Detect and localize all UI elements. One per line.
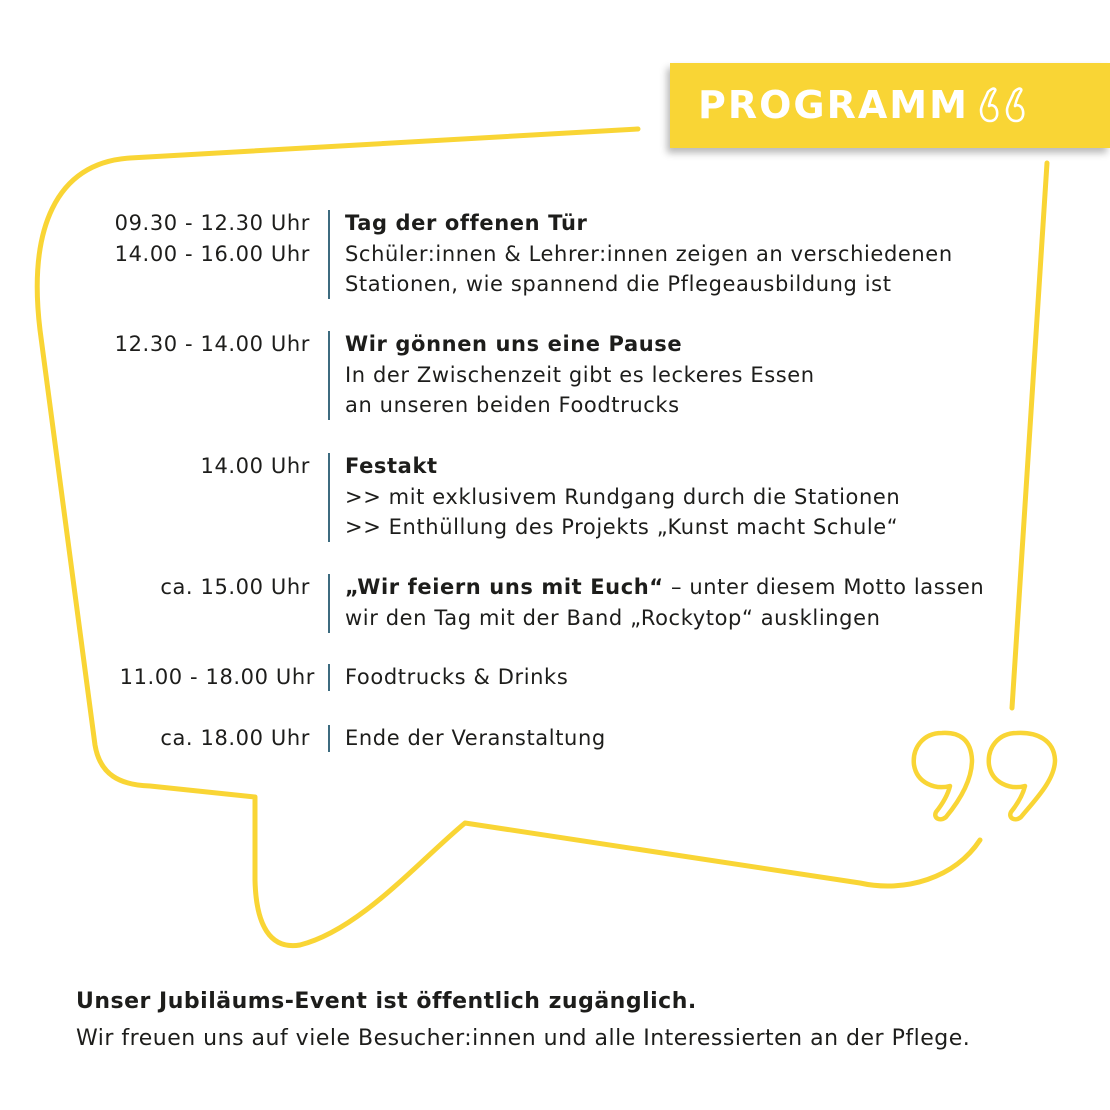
schedule-divider [328, 664, 330, 691]
program-title: PROGRAMM [698, 83, 969, 127]
schedule-heading: Festakt [345, 454, 438, 478]
schedule-heading: „Wir feiern uns mit Euch“ [345, 575, 664, 599]
schedule-item [0, 329, 1110, 420]
schedule-time: 11.00 - 18.00 Uhr [119, 665, 315, 689]
schedule-description: Tag der offenen Tür Schüler:innen & Lehrer:innen zeigen an verschiedenen Stationen, wie spannend die Pflegeausbildung ist [345, 208, 953, 300]
schedule-item [0, 662, 1110, 693]
schedule-description: Festakt >> mit exklusivem Rundgang durch die Stationen >> Enthüllung des Projekts „Kunst macht Schule“ [345, 451, 900, 543]
schedule-item [0, 723, 1110, 754]
schedule-item [0, 208, 1110, 299]
schedule-description: Ende der Veranstaltung [345, 726, 606, 750]
schedule-time: ca. 18.00 Uhr [160, 726, 310, 750]
closing-quote-icon [968, 85, 1028, 127]
footer-note [76, 983, 970, 1057]
schedule-heading: Tag der offenen Tür [345, 211, 588, 235]
footer-headline: Unser Jubiläums-Event ist öffentlich zugänglich. [76, 989, 697, 1014]
schedule-description: Foodtrucks & Drinks [345, 665, 569, 689]
schedule-divider [328, 210, 330, 299]
schedule-divider [328, 331, 330, 420]
schedule-description: „Wir feiern uns mit Euch“ – unter diesem Motto lassen wir den Tag mit der Band „Rockytop“ ausklingen [345, 575, 985, 630]
footer-text: Wir freuen uns auf viele Besucher:innen und alle Interessierten an der Pflege. [76, 1026, 971, 1051]
schedule-heading: Wir gönnen uns eine Pause [345, 332, 683, 356]
schedule-divider [328, 725, 330, 752]
schedule-item [0, 451, 1110, 542]
schedule-time: 09.30 - 12.30 Uhr 14.00 - 16.00 Uhr [114, 211, 310, 266]
schedule-time: 12.30 - 14.00 Uhr [114, 332, 310, 356]
schedule-time: ca. 15.00 Uhr [160, 575, 310, 599]
schedule-divider [328, 574, 330, 633]
schedule-divider [328, 453, 330, 542]
program-banner [670, 63, 1110, 148]
schedule-description: Wir gönnen uns eine Pause In der Zwischenzeit gibt es leckeres Essen an unseren beiden Foodtrucks [345, 329, 815, 421]
schedule-time: 14.00 Uhr [200, 454, 310, 478]
schedule-item [0, 572, 1110, 633]
